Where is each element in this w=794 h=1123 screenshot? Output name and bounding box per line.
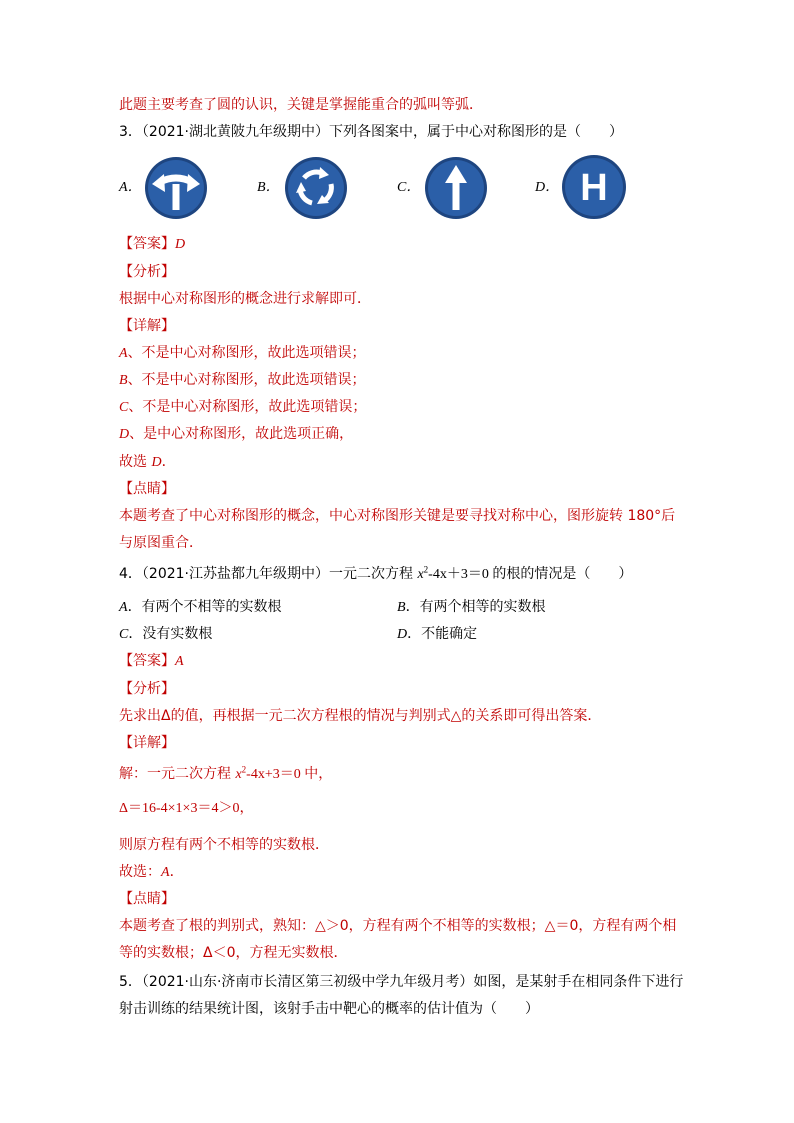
straight-arrow-sign-icon [424, 156, 488, 220]
q4-comment-label: 【点睛】 [119, 891, 175, 907]
q4-delta-line: Δ＝16-4×1×3＝4＞0， [119, 801, 254, 816]
q3-analysis-text: 根据中心对称图形的概念进行求解即可． [119, 291, 371, 307]
q4-conclusion: 故选：A． [119, 864, 184, 880]
intro-line: 此题主要考查了圆的认识，关键是掌握能重合的弧叫等弧． [119, 97, 483, 113]
h-sign-letter: H [580, 167, 608, 209]
q3-analysis-label: 【分析】 [119, 264, 175, 280]
q3-detail-line-b: B、不是中心对称图形，故此选项错误； [119, 372, 366, 388]
q4-option-a: A．有两个不相等的实数根 [119, 599, 282, 615]
q5-stem-line-2: 射击训练的结果统计图，该射手击中靶心的概率的估计值为（ ） [119, 1001, 539, 1017]
q3-detail-line-a: A、不是中心对称图形，故此选项错误； [119, 345, 366, 361]
turn-left-right-arrow-sign-icon [144, 156, 208, 220]
q4-stem: 4．（2021·江苏盐都九年级期中）一元二次方程 $x^2-4x+3=0$ 的根的情况是（ ） [119, 564, 633, 582]
q3-detail-line-d: D、是中心对称图形，故此选项正确， [119, 426, 354, 442]
q3-conclusion: 故选 D． [119, 454, 176, 470]
q3-detail-line-c: C、不是中心对称图形，故此选项错误； [119, 399, 367, 415]
q4-detail-label: 【详解】 [119, 735, 175, 751]
q3-option-c-letter: C． [397, 180, 421, 195]
q4-option-b: B．有两个相等的实数根 [397, 599, 546, 615]
q3-option-b-letter: B． [257, 180, 280, 195]
roundabout-sign-icon [284, 156, 348, 220]
q5-stem-line-1: 5．（2021·山东·济南市长清区第三初级中学九年级月考）如图，是某射手在相同条件下进行 [119, 974, 684, 990]
q3-detail-label: 【详解】 [119, 318, 175, 334]
q3-comment-label: 【点睛】 [119, 481, 175, 497]
h-letter-sign-icon [561, 154, 627, 220]
q3-stem: 3．（2021·湖北黄陂九年级期中）下列各图案中，属于中心对称图形的是（ ） [119, 124, 623, 140]
q3-option-d-letter: D． [535, 180, 560, 195]
q3-comment-line-1: 本题考查了中心对称图形的概念，中心对称图形关键是要寻找对称中心，图形旋转 180°后 [119, 508, 676, 524]
q4-analysis-label: 【分析】 [119, 681, 175, 697]
q4-solve-line: 解：一元二次方程 $x^2-4x+3=0$ 中， [119, 764, 333, 782]
q3-answer: 【答案】D [119, 236, 186, 252]
q4-result-line: 则原方程有两个不相等的实数根． [119, 837, 329, 853]
q4-analysis-text: 先求出Δ的值，再根据一元二次方程根的情况与判别式△的关系即可得出答案． [119, 708, 602, 724]
q4-option-d: D．不能确定 [397, 626, 478, 642]
q4-answer: 【答案】A [119, 653, 184, 669]
q4-option-c: C．没有实数根 [119, 626, 213, 642]
q4-comment-line-1: 本题考查了根的判别式，熟知：△＞0，方程有两个不相等的实数根；△＝0，方程有两个相 [119, 918, 677, 934]
q4-comment-line-2: 等的实数根；Δ＜0，方程无实数根． [119, 945, 348, 961]
q3-option-a-letter: A． [119, 180, 142, 195]
q3-comment-line-2: 与原图重合． [119, 535, 203, 551]
